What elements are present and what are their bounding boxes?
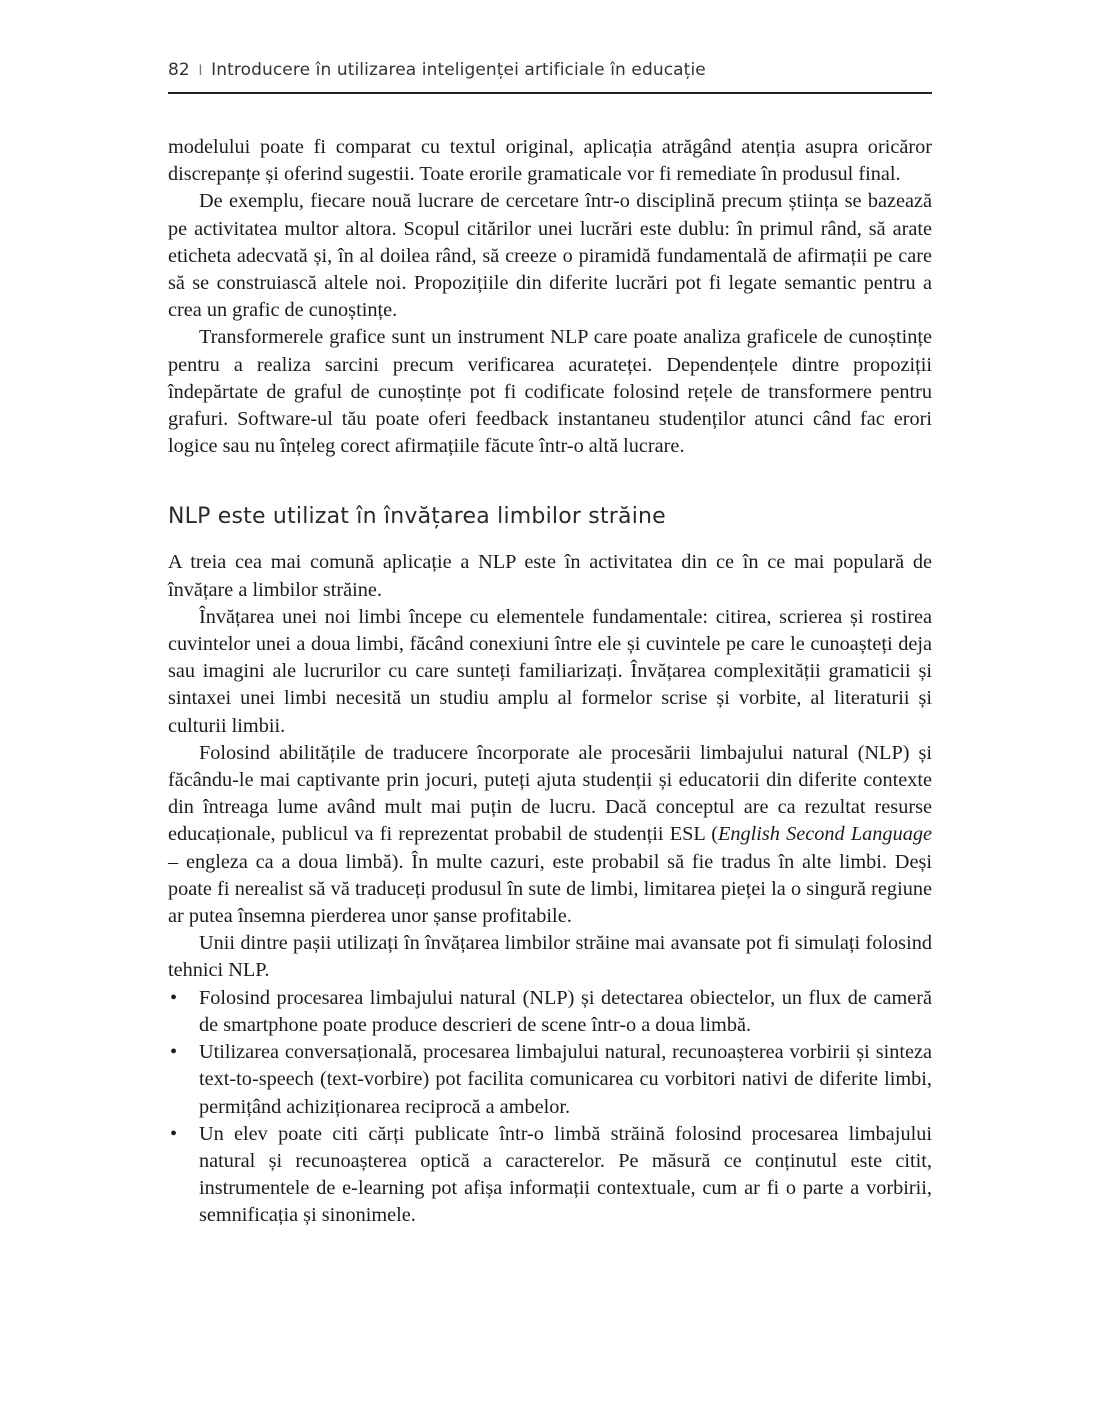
paragraph: A treia cea mai comună aplicație a NLP este în activitatea din ce în ce mai populară de învățare a limbilor străine.	[168, 551, 932, 601]
list-item	[168, 985, 932, 1039]
paragraph: Transformerele grafice sunt un instrument NLP care poate analiza graficele de cunoștințe pentru a realiza sarcini precum verificarea acurateței. Dependențele dintre propoziții îndepărtate de graful de cunoștințe pot fi codificate folosind rețele de transformere pentru grafuri. Software-ul tău poate oferi feedback instantaneu studenților atunci când fac erori logice sau nu înțeleg corect afirmațiile făcute într-o altă lucrare.	[168, 326, 932, 458]
esl-paragraph	[168, 740, 932, 930]
italic-term: English Second Language	[717, 823, 932, 846]
list-item	[168, 1121, 932, 1230]
list-item-text: Un elev poate citi cărți publicate într-o limbă străină folosind procesarea limbajului natural și recunoașterea optică a caracterelor. Pe măsură ce conținutul este citit, instrumentele de e-learning pot afișa informații contextuale, cum ar fi o parte a vorbirii, semnificația și sinonimele.	[199, 1122, 932, 1227]
list-item-text: Folosind procesarea limbajului natural (NLP) și detectarea obiectelor, un flux de cameră de smartphone poate produce descrieri de scene într-o a doua limbă.	[199, 986, 932, 1036]
text-run: – engleza ca a doua limbă). În multe cazuri, este probabil să fie tradus în alte limbi. Deși poate fi nerealist să vă traduceți produsul în sute de limbi, limitarea pieței la o singură regiune ar putea însemna pierderea unor șanse profitabile.	[168, 850, 932, 928]
header-separator: I	[198, 63, 203, 79]
header-rule	[168, 92, 932, 94]
paragraph: Unii dintre pașii utilizați în învățarea limbilor străine mai avansate pot fi simulați folosind tehnici NLP.	[168, 932, 932, 982]
text-run: Folosind abilitățile de traducere încorporate ale procesării limbajului natural (NLP) și făcându-le mai captivante prin jocuri, puteți ajuta studenții și educatorii din diferite contexte din întreaga lume având mult mai puțin de lucru. Dacă conceptul are ca rezultat resurse educaționale, publicul va fi reprezentat probabil de studenții ESL (	[168, 741, 932, 846]
bullet-icon: •	[170, 986, 178, 1009]
paragraph: Învățarea unei noi limbi începe cu elementele fundamentale: citirea, scrierea și rostirea cuvintelor unei a doua limbi, făcând conexiuni între ele și cuvintele pe care le cunoașteți deja sau imagini ale lucrurilor cu care sunteți familiarizați. Învățarea complexității gramaticii și sintaxei unei limbi necesită un studiu amplu al formelor scrise și vorbite, al literaturii și culturii limbii.	[168, 605, 932, 737]
body-text	[168, 134, 932, 1230]
list-item	[168, 1039, 932, 1121]
running-header	[168, 60, 932, 80]
bullet-list	[168, 985, 932, 1230]
page-number: 82	[168, 60, 190, 80]
bullet-icon: •	[170, 1041, 178, 1064]
running-title: Introducere în utilizarea inteligenței artificiale în educație	[211, 60, 706, 80]
paragraph: modelului poate fi comparat cu textul original, aplicația atrăgând atenția asupra oricăror discrepanțe și oferind sugestii. Toate erorile gramaticale vor fi remediate în produsul final.	[168, 136, 932, 186]
section-heading: NLP este utilizat în învățarea limbilor străine	[168, 504, 666, 530]
list-item-text: Utilizarea conversațională, procesarea limbajului natural, recunoașterea vorbirii și sinteza text-to-speech (text-vorbire) pot facilita comunicarea cu vorbitori nativi de diferite limbi, permițând achiziționarea reciprocă a ambelor.	[199, 1041, 932, 1118]
paragraph: De exemplu, fiecare nouă lucrare de cercetare într-o disciplină precum știința se bazează pe activitatea multor altora. Scopul citărilor unei lucrări este dublu: în primul rând, să arate eticheta adecvată și, în al doilea rând, să creeze o piramidă fundamentală de afirmații pe care să se construiască altele noi. Propozițiile din diferite lucrări pot fi legate semantic pentru a crea un grafic de cunoștințe.	[168, 190, 932, 322]
bullet-icon: •	[170, 1122, 178, 1145]
